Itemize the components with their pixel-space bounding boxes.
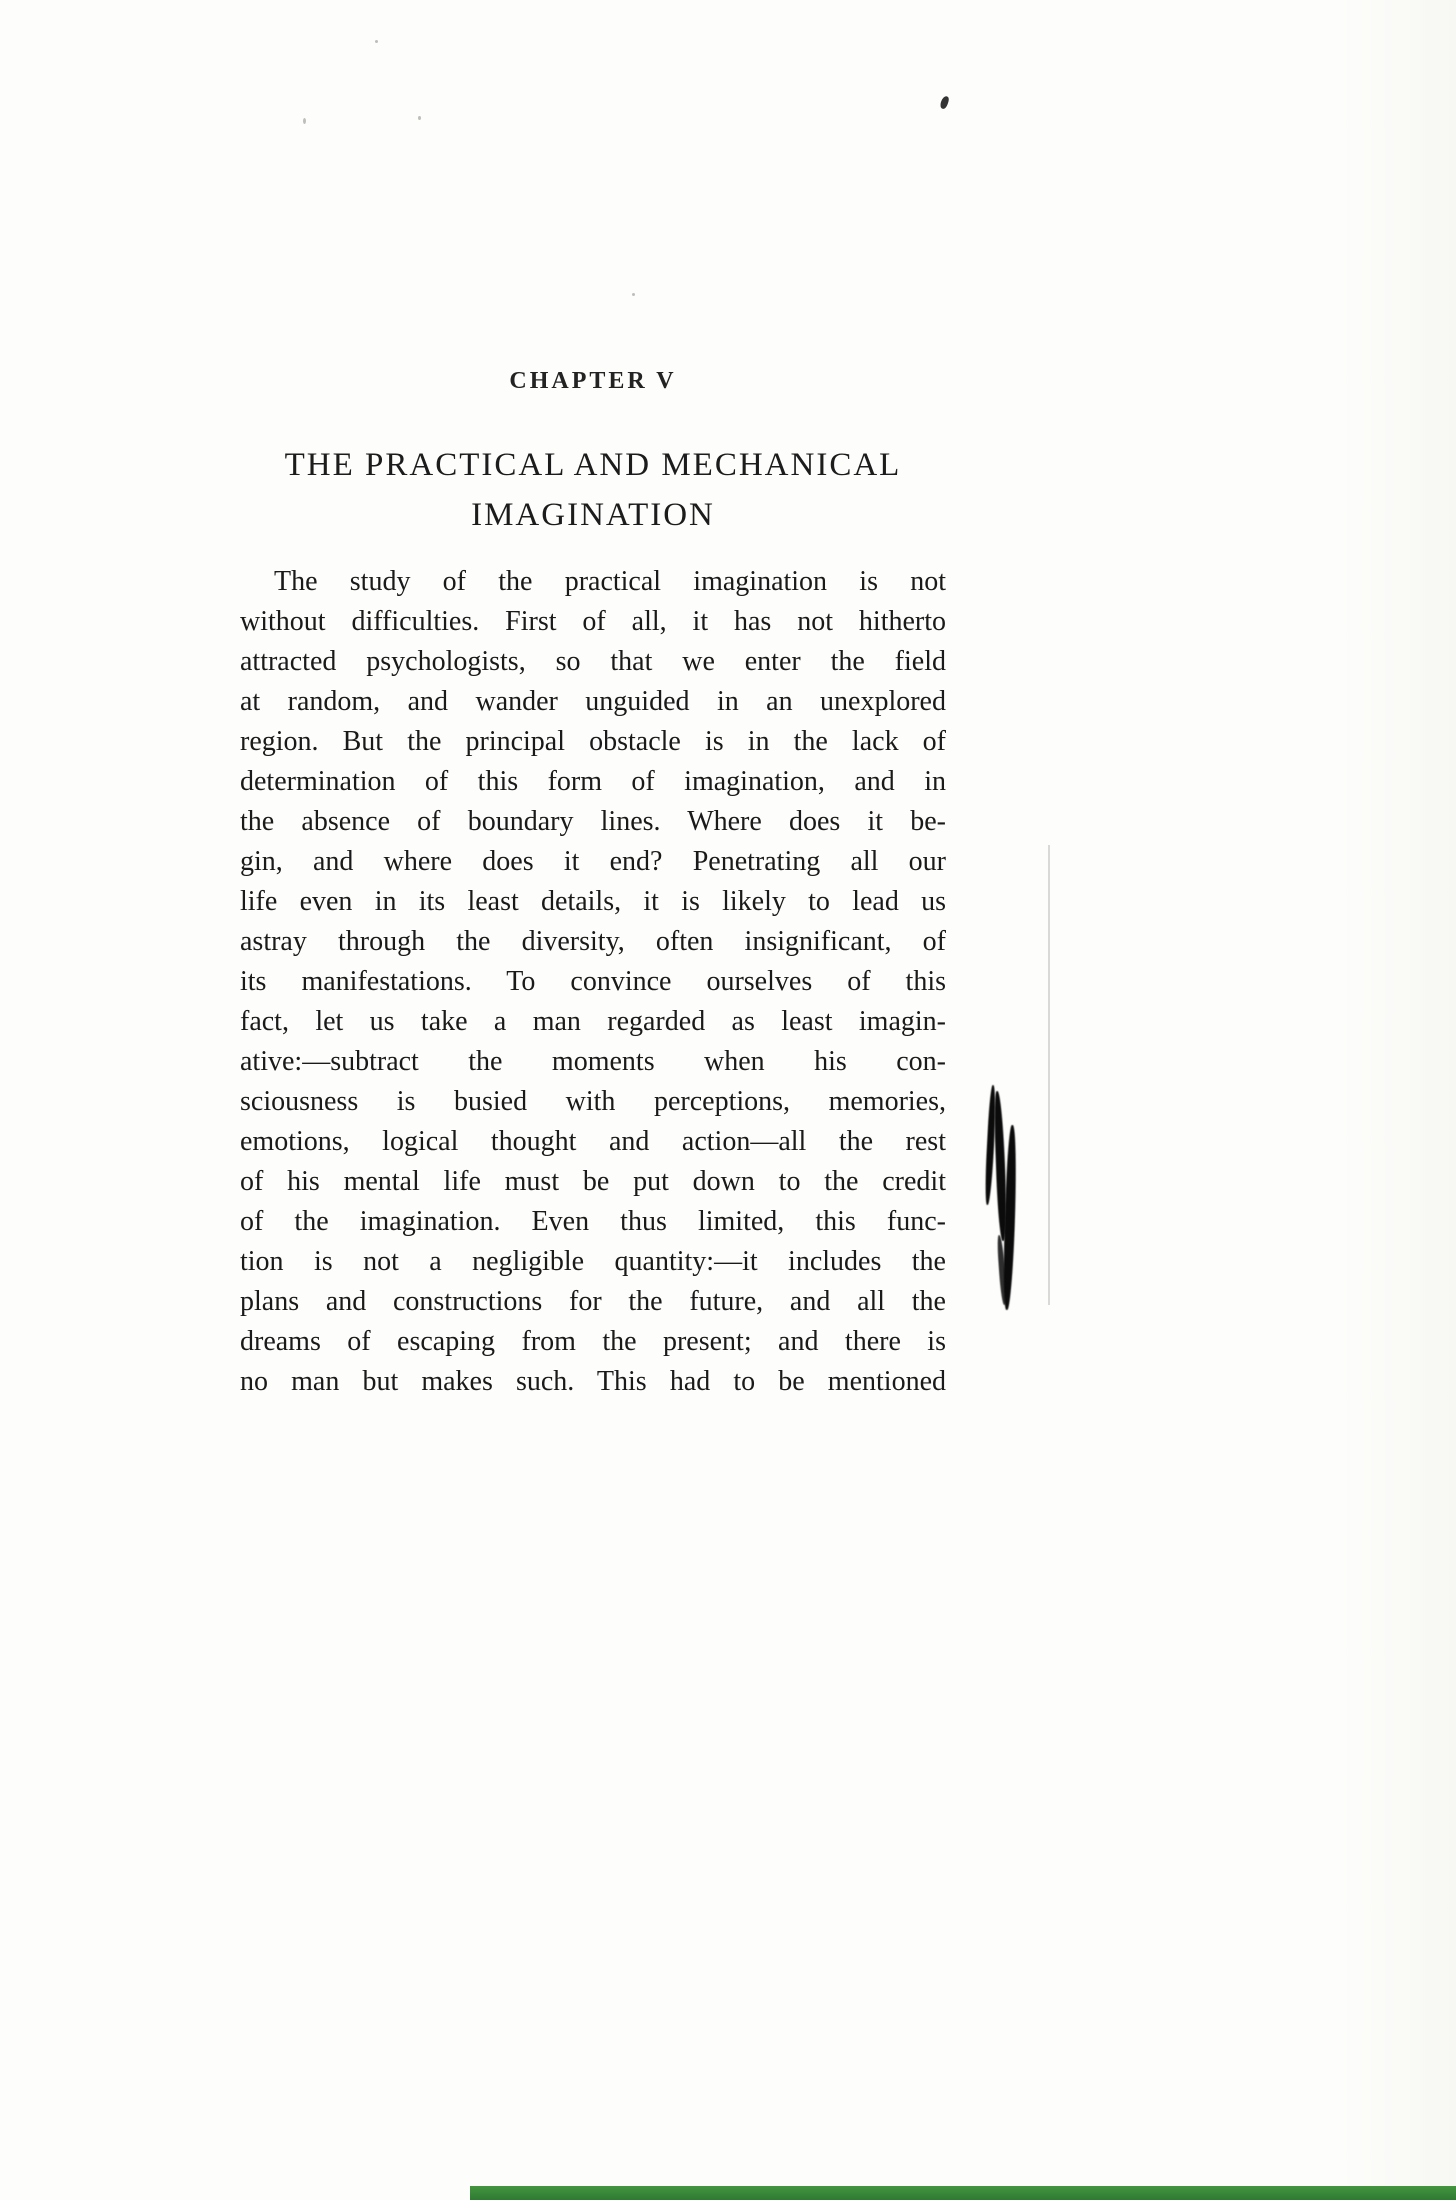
chapter-title-line-2: IMAGINATION — [471, 497, 715, 533]
ink-stroke — [984, 1085, 997, 1205]
paragraph-line: its manifestations. To convince ourselves of this — [240, 966, 946, 997]
paragraph-line: without difficulties. First of all, it has not hitherto — [240, 606, 946, 637]
paragraph-line: astray through the diversity, often insignificant, of — [240, 926, 946, 957]
ink-stroke — [997, 1235, 1008, 1305]
paragraph-line: no man but makes such. This had to be mentioned — [240, 1366, 946, 1397]
paragraph-line: gin, and where does it end? Penetrating all our — [240, 846, 946, 877]
paragraph-line: dreams of escaping from the present; and there is — [240, 1326, 946, 1357]
ink-stroke — [1002, 1125, 1018, 1310]
chapter-title-line-1: THE PRACTICAL AND MECHANICAL — [284, 447, 902, 483]
paragraph-line: The study of the practical imagination is not — [274, 566, 946, 597]
paragraph-line: of his mental life must be put down to the credit — [240, 1166, 946, 1197]
paragraph-line: emotions, logical thought and action—all the rest — [240, 1126, 946, 1157]
paragraph-line: ative:—subtract the moments when his con- — [240, 1046, 946, 1077]
paragraph-line: at random, and wander unguided in an unexplored — [240, 686, 946, 717]
dust-speck — [418, 116, 421, 120]
scan-hairline-artifact — [1048, 845, 1050, 1305]
paragraph-line: of the imagination. Even thus limited, this func- — [240, 1206, 946, 1237]
ink-blot-artifact — [985, 1085, 1019, 1310]
chapter-title — [240, 440, 946, 540]
dust-speck — [375, 40, 378, 43]
paragraph-line: fact, let us take a man regarded as least imagin- — [240, 1006, 946, 1037]
paragraph-line: life even in its least details, it is likely to lead us — [240, 886, 946, 917]
scan-edge-green-strip — [470, 2186, 1456, 2200]
paragraph-line: tion is not a negligible quantity:—it includes the — [240, 1246, 946, 1277]
paragraph-line: plans and constructions for the future, and all the — [240, 1286, 946, 1317]
ink-speck-artifact — [939, 95, 950, 110]
dust-speck — [303, 118, 306, 124]
paragraph-line: region. But the principal obstacle is in the lack of — [240, 726, 946, 757]
paragraph-line: sciousness is busied with perceptions, memories, — [240, 1086, 946, 1117]
paragraph-line: determination of this form of imagination, and in — [240, 766, 946, 797]
dust-speck — [632, 293, 635, 296]
paragraph-line: the absence of boundary lines. Where does it be- — [240, 806, 946, 837]
chapter-heading: CHAPTER V — [509, 368, 677, 394]
body-paragraph — [240, 562, 946, 1402]
paragraph-line: attracted psychologists, so that we enter the field — [240, 646, 946, 677]
ink-stroke — [993, 1091, 1007, 1241]
